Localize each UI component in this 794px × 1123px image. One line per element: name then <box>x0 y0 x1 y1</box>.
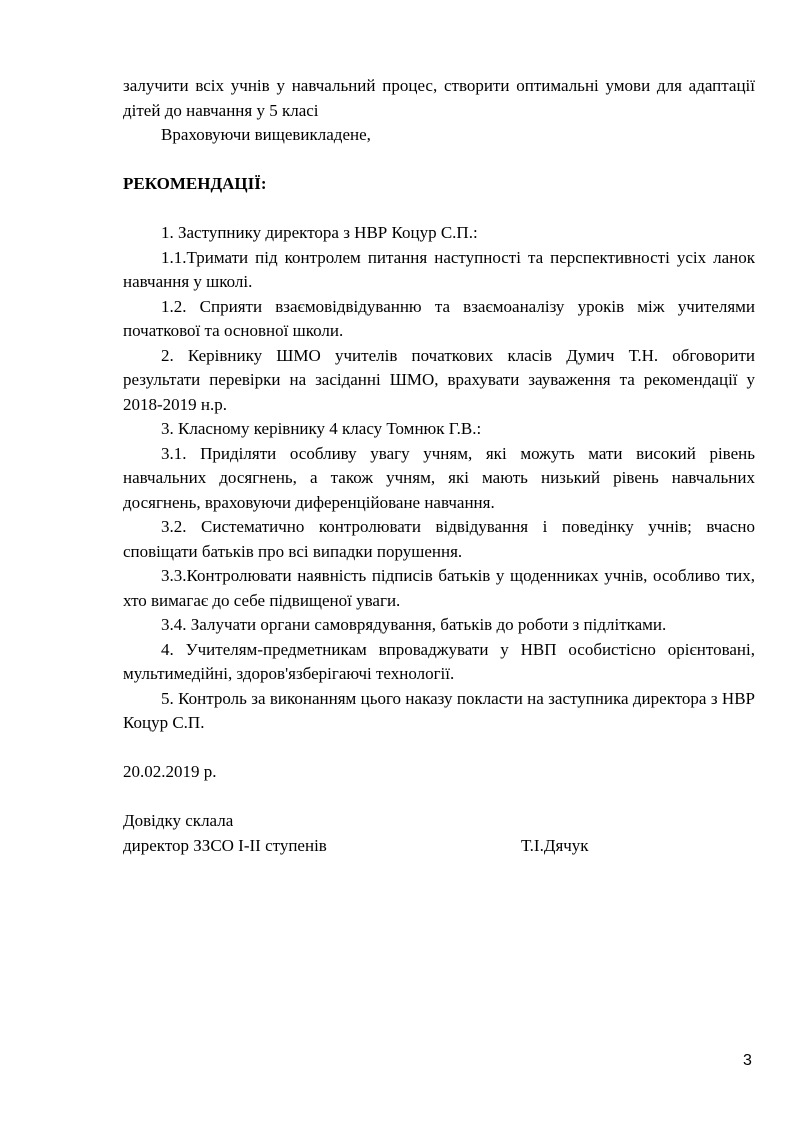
recommendation-item: 1.2. Сприяти взаємовідвідуванню та взаємоаналізу уроків між учителями початкової та основної школи. <box>123 296 755 340</box>
recommendation-item: 1.1.Тримати під контролем питання наступності та перспективності усіх ланок навчання у школі. <box>123 247 755 291</box>
spacer <box>123 148 755 173</box>
signature-line-1 <box>123 809 755 834</box>
signature-line-2 <box>123 834 755 859</box>
spacer <box>123 785 755 810</box>
recommendation-item: 5. Контроль за виконанням цього наказу покласти на заступника директора з НВР Коцур С.П. <box>123 688 755 732</box>
recommendation-item: 3.1. Приділяти особливу увагу учням, які можуть мати високий рівень навчальних досягнень, а також учням, які мають низький рівень навчальних досягнень, враховуючи диференційоване навчання. <box>123 443 755 512</box>
considering-line: Враховуючи вищевикладене, <box>161 125 371 144</box>
recommendation-item: 3.2. Систематично контролювати відвідування і поведінку учнів; вчасно сповіщати батьків про всі випадки порушення. <box>123 517 755 561</box>
spacer <box>123 197 755 222</box>
intro-continuation: залучити всіх учнів у навчальний процес, створити оптимальні умови для адаптації дітей до навчання у 5 класі <box>123 76 755 120</box>
recommendation-item: 1. Заступнику директора з НВР Коцур С.П.: <box>161 223 478 242</box>
recommendation-item: 4. Учителям-предметникам впроваджувати у НВП особистісно орієнтовані, мультимедійні, здоров'язберігаючі технології. <box>123 639 755 683</box>
page-number: 3 <box>743 1052 752 1069</box>
signature-caption: Довідку склала <box>123 811 234 830</box>
recommendation-item: 3. Класному керівнику 4 класу Томнюк Г.В.: <box>161 419 482 438</box>
recommendation-item: 3.3.Контролювати наявність підписів батьків у щоденниках учнів, особливо тих, хто вимагає до себе підвищеної уваги. <box>123 566 755 610</box>
signature-position: директор ЗЗСО І-ІІ ступенів <box>123 835 327 855</box>
document-body <box>123 74 755 858</box>
recommendation-item: 2. Керівнику ШМО учителів початкових класів Думич Т.Н. обговорити результати перевірки на засіданні ШМО, врахувати зауваження та рекомендації у 2018-2019 н.р. <box>123 345 755 414</box>
signature-name: Т.І.Дячук <box>521 835 589 855</box>
spacer <box>123 736 755 761</box>
recommendation-item: 3.4. Залучати органи самоврядування, батьків до роботи з підлітками. <box>161 615 667 634</box>
recommendations-heading: РЕКОМЕНДАЦІЇ: <box>123 174 267 193</box>
document-date: 20.02.2019 р. <box>123 762 217 781</box>
